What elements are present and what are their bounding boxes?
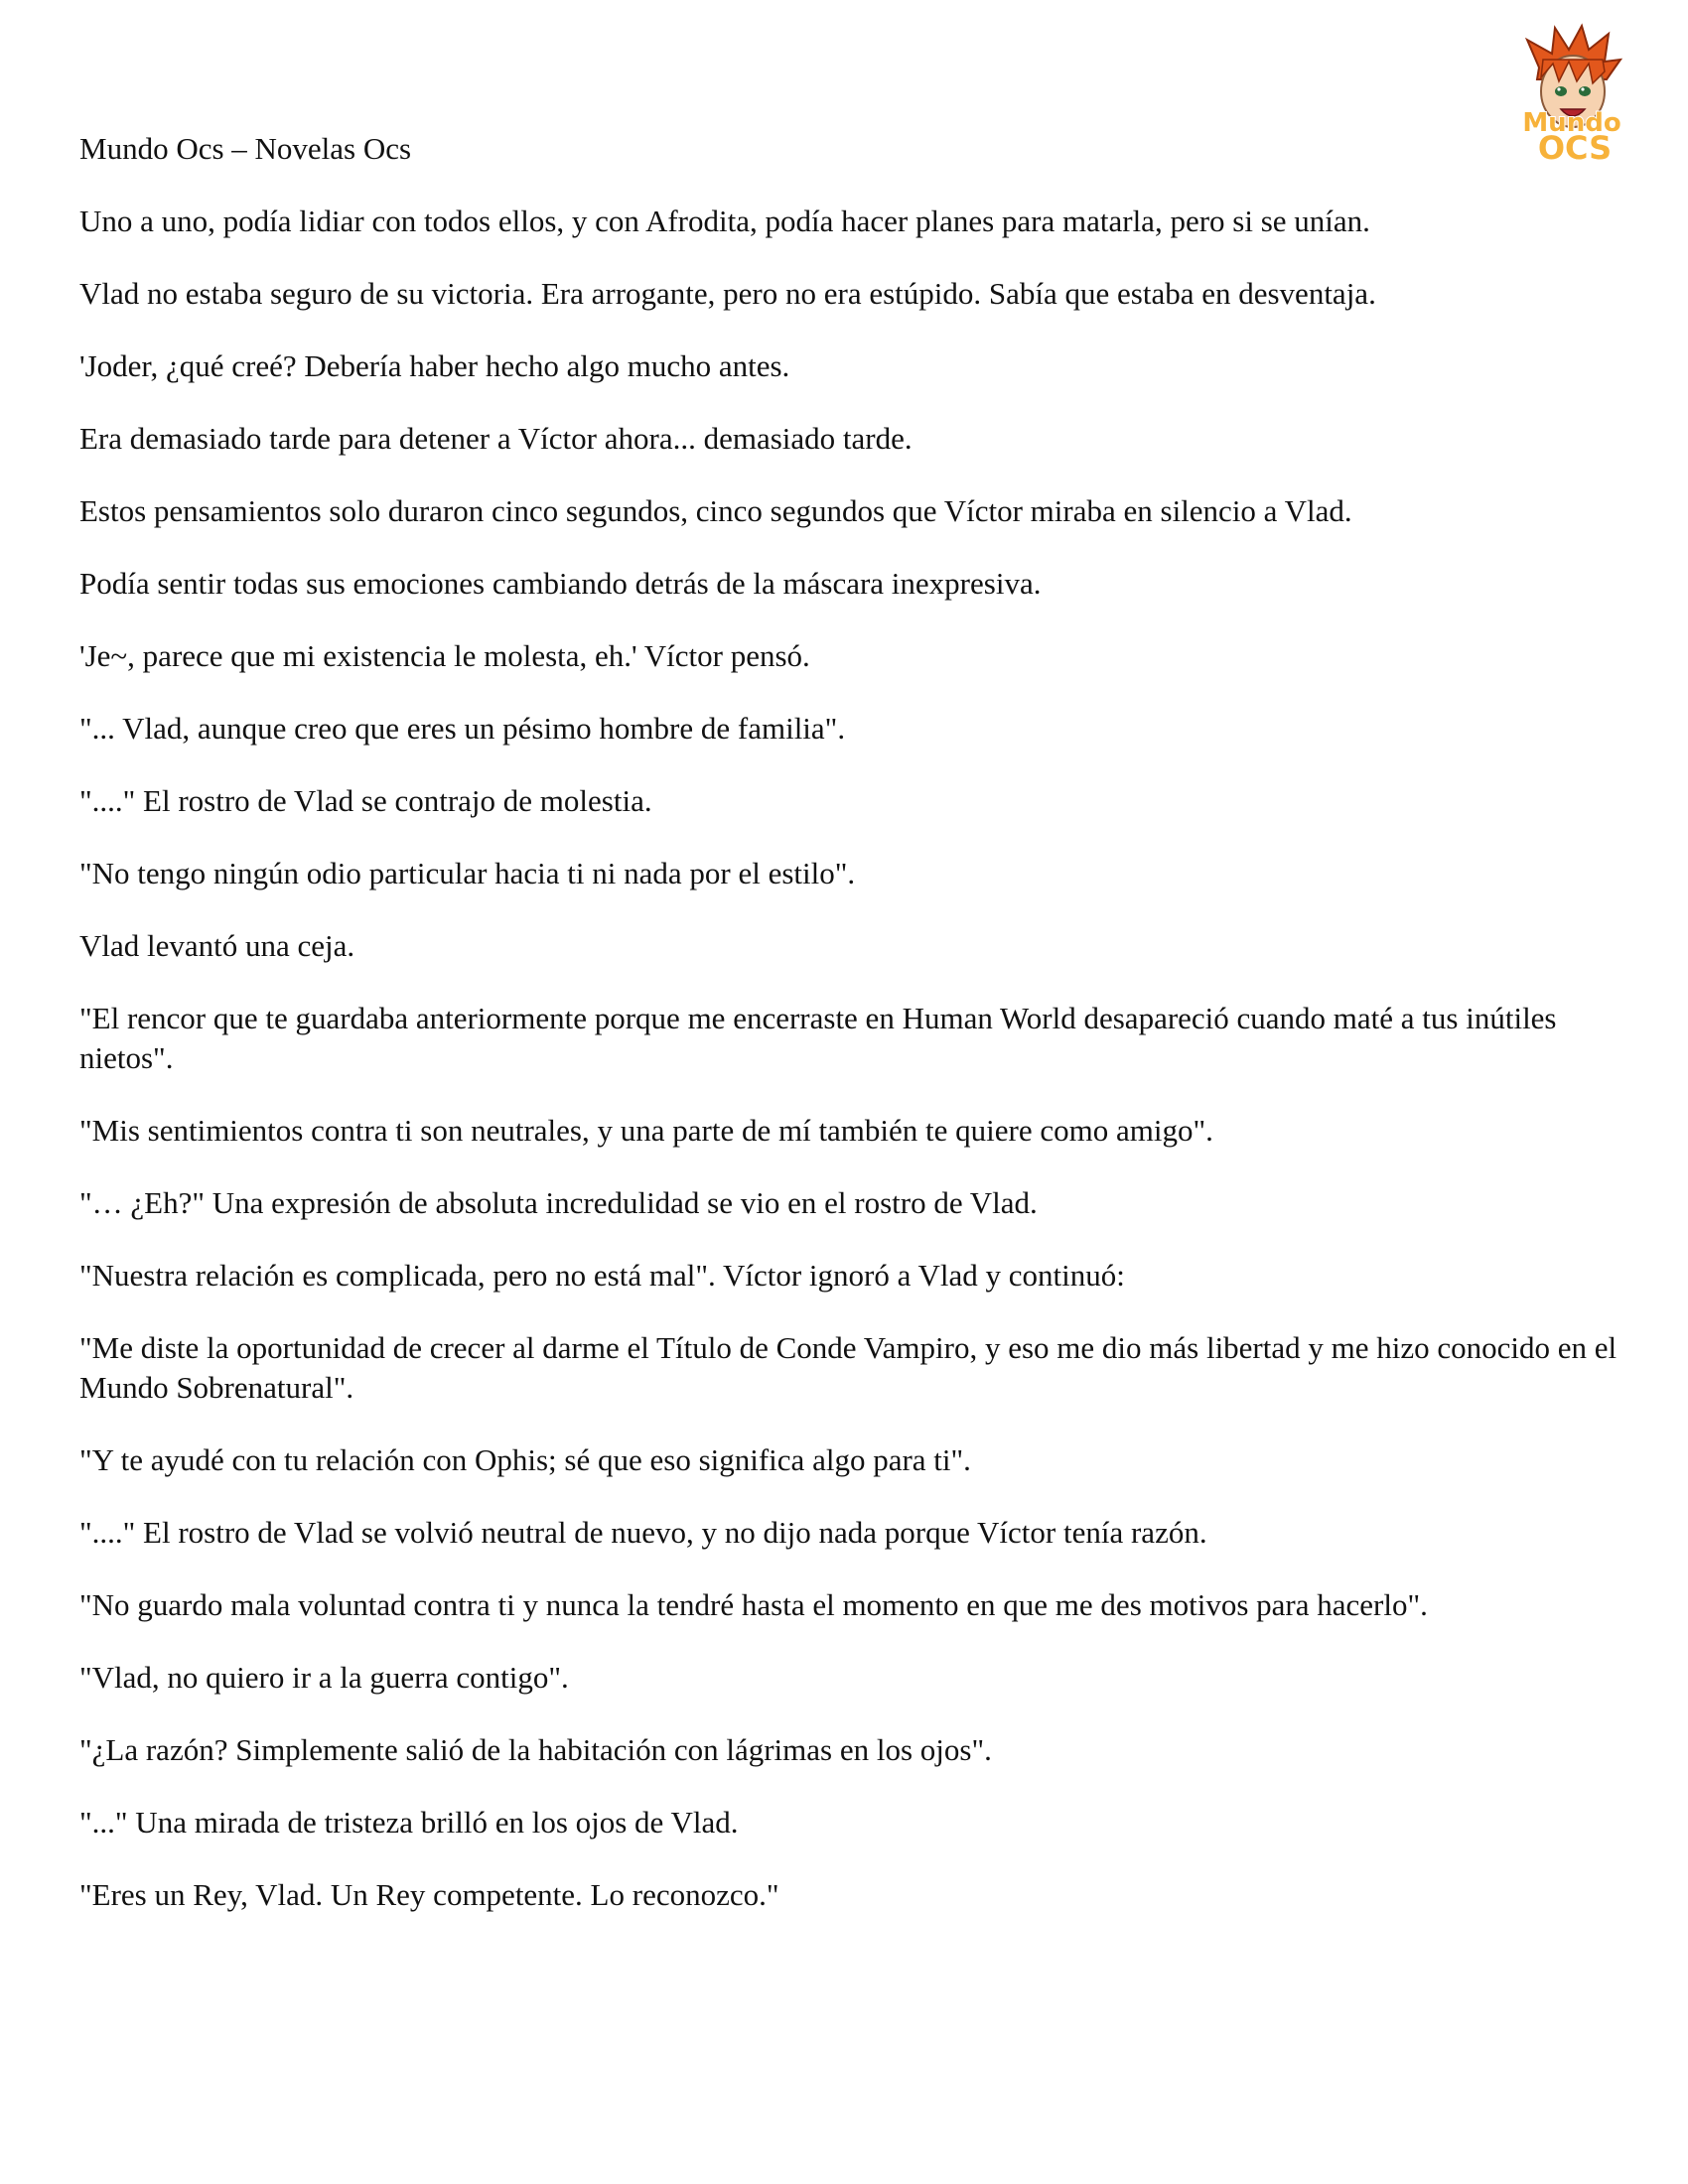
paragraph: "...." El rostro de Vlad se volvió neutral de nuevo, y no dijo nada porque Víctor tenía razón. xyxy=(79,1515,1207,1550)
paragraph: Podía sentir todas sus emociones cambiando detrás de la máscara inexpresiva. xyxy=(79,566,1042,601)
svg-text:OCS: OCS xyxy=(1537,129,1613,167)
svg-text:Mundo: Mundo xyxy=(1522,108,1621,138)
document-body xyxy=(79,202,1628,1948)
paragraph: "...." El rostro de Vlad se contrajo de molestia. xyxy=(79,783,652,818)
document-header: Mundo Ocs – Novelas Ocs xyxy=(79,131,412,166)
paragraph: Era demasiado tarde para detener a Víctor ahora... demasiado tarde. xyxy=(79,421,913,456)
paragraph: "... Vlad, aunque creo que eres un pésimo hombre de familia". xyxy=(79,711,846,746)
paragraph: "No guardo mala voluntad contra ti y nunca la tendré hasta el momento en que me des motivos para hacerlo". xyxy=(79,1587,1428,1622)
paragraph: "Me diste la oportunidad de crecer al darme el Título de Conde Vampiro, y eso me dio más libertad y me hizo conocido en el Mundo Sobrenatural". xyxy=(79,1330,1618,1405)
paragraph: "Mis sentimientos contra ti son neutrales, y una parte de mí también te quiere como amigo". xyxy=(79,1113,1213,1148)
paragraph: "El rencor que te guardaba anteriormente porque me encerraste en Human World desapareció cuando maté a tus inútiles nietos". xyxy=(79,1001,1557,1075)
paragraph: "Y te ayudé con tu relación con Ophis; sé que eso significa algo para ti". xyxy=(79,1442,971,1477)
paragraph: "… ¿Eh?" Una expresión de absoluta incredulidad se vio en el rostro de Vlad. xyxy=(79,1185,1038,1220)
paragraph: 'Je~, parece que mi existencia le molesta, eh.' Víctor pensó. xyxy=(79,638,810,673)
paragraph: "No tengo ningún odio particular hacia ti ni nada por el estilo". xyxy=(79,856,856,890)
paragraph: Vlad no estaba seguro de su victoria. Era arrogante, pero no era estúpido. Sabía que estaba en desventaja. xyxy=(79,276,1376,311)
mundo-ocs-logo-icon xyxy=(1497,20,1646,169)
paragraph: Estos pensamientos solo duraron cinco segundos, cinco segundos que Víctor miraba en silencio a Vlad. xyxy=(79,493,1352,528)
paragraph: Vlad levantó una ceja. xyxy=(79,928,355,963)
paragraph: 'Joder, ¿qué creé? Debería haber hecho algo mucho antes. xyxy=(79,348,790,383)
paragraph: "Eres un Rey, Vlad. Un Rey competente. Lo reconozco." xyxy=(79,1877,779,1912)
paragraph: "¿La razón? Simplemente salió de la habitación con lágrimas en los ojos". xyxy=(79,1732,992,1767)
paragraph: "Nuestra relación es complicada, pero no está mal". Víctor ignoró a Vlad y continuó: xyxy=(79,1258,1125,1293)
paragraph: "..." Una mirada de tristeza brilló en los ojos de Vlad. xyxy=(79,1805,739,1840)
paragraph: "Vlad, no quiero ir a la guerra contigo". xyxy=(79,1660,569,1695)
paragraph: Uno a uno, podía lidiar con todos ellos, y con Afrodita, podía hacer planes para matarla, pero si se unían. xyxy=(79,204,1370,238)
